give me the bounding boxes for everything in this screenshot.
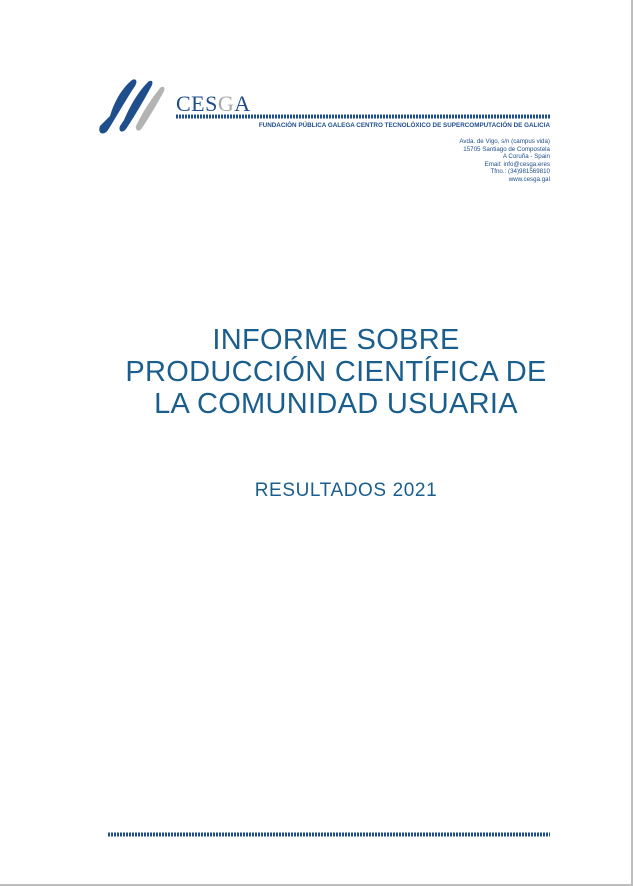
header-divider (176, 114, 550, 119)
title-line: INFORME SOBRE (212, 324, 460, 356)
logo-text-g: G (217, 91, 235, 116)
logo-text-ces: CES (176, 91, 218, 116)
address-line: 15705 Santiago de Compostela (463, 145, 550, 153)
phone-line: Tfno.: (34)981569810 (490, 168, 550, 176)
report-title (60, 324, 612, 420)
logo-text-a: A (234, 91, 251, 116)
foundation-name: FUNDACIÓN PÚBLICA GALEGA CENTRO TECNOLÓXICO DE SUPERCOMPUTACIÓN DE GALICIA (258, 122, 550, 129)
contact-address (380, 138, 550, 184)
cesga-logo-icon (94, 76, 166, 136)
address-line: A Coruña - Spain (502, 153, 550, 161)
address-line: Avda. de Vigo, s/n (campus vida) (459, 138, 550, 145)
email-line: Email: info@cesga.eres (484, 160, 550, 168)
footer-divider (108, 832, 550, 837)
title-line: LA COMUNIDAD USUARIA (154, 388, 518, 420)
report-subtitle: RESULTADOS 2021 (254, 480, 438, 501)
title-line: PRODUCCIÓN CIENTÍFICA DE (125, 356, 547, 388)
website-line: www.cesga.gal (508, 175, 550, 183)
